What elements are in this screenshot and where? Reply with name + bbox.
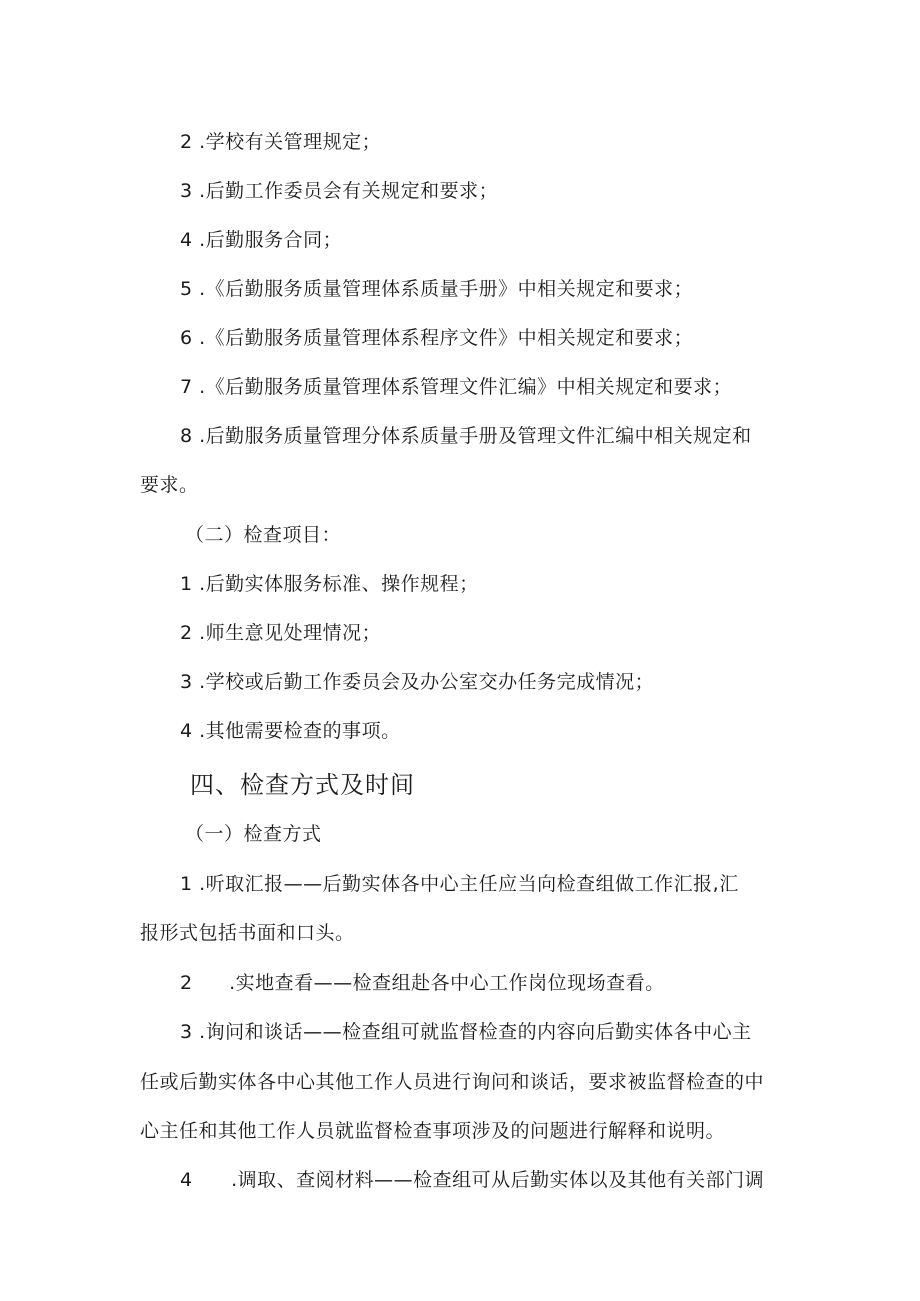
list-item [180, 277, 693, 301]
list-item [180, 621, 381, 645]
list-item [180, 326, 693, 350]
list-item [180, 375, 732, 399]
item-text: .调取、查阅材料——检查组可从后勤实体以及其他有关部门调 [231, 1169, 765, 1191]
item-text: .实地查看——检查组赴各中心工作岗位现场查看。 [229, 972, 665, 994]
list-item [180, 971, 665, 995]
item-number: 6 [180, 327, 193, 349]
list-item [180, 1168, 764, 1192]
list-item-continuation: 心主任和其他工作人员就监督检查事项涉及的问题进行解释和说明。 [140, 1120, 726, 1142]
subsection-title: （二）检查项目： [185, 524, 342, 546]
item-text: .后勤工作委员会有关规定和要求； [199, 180, 499, 202]
item-number: 3 [180, 1021, 193, 1043]
list-item-continuation: 要求。 [140, 474, 199, 496]
item-text: .听取汇报——后勤实体各中心主任应当向检查组做工作汇报,汇 [199, 873, 739, 895]
item-number: 1 [180, 573, 193, 595]
item-number: 8 [180, 425, 193, 447]
list-item [180, 179, 498, 203]
item-text: .学校有关管理规定； [199, 131, 382, 153]
item-number: 4 [180, 1169, 193, 1191]
list-item [180, 670, 654, 694]
list-item [180, 572, 479, 596]
list-item [180, 228, 342, 252]
item-text: .其他需要检查的事项。 [199, 720, 401, 742]
list-item [180, 1020, 752, 1044]
item-text: .后勤实体服务标准、操作规程； [199, 573, 479, 595]
item-number: 4 [180, 229, 193, 251]
item-number: 7 [180, 376, 193, 398]
item-number: 2 [180, 972, 193, 994]
list-item [180, 130, 381, 154]
item-text: .询问和谈话——检查组可就监督检查的内容向后勤实体各中心主 [199, 1021, 752, 1043]
list-item-continuation: 报形式包括书面和口头。 [140, 922, 355, 944]
item-number: 5 [180, 278, 193, 300]
list-item [180, 424, 752, 448]
item-number: 3 [180, 180, 193, 202]
item-text: .后勤服务质量管理分体系质量手册及管理文件汇编中相关规定和 [199, 425, 752, 447]
list-item-continuation: 任或后勤实体各中心其他工作人员进行询问和谈话，要求被监督检查的中 [140, 1071, 765, 1093]
list-item [180, 719, 401, 743]
item-text: .学校或后勤工作委员会及办公室交办任务完成情况； [199, 671, 655, 693]
item-text: .《后勤服务质量管理体系质量手册》中相关规定和要求； [199, 278, 694, 300]
item-number: 2 [180, 131, 193, 153]
item-number: 4 [180, 720, 193, 742]
item-number: 2 [180, 622, 193, 644]
item-number: 3 [180, 671, 193, 693]
item-number: 1 [180, 873, 193, 895]
item-text: .《后勤服务质量管理体系程序文件》中相关规定和要求； [199, 327, 694, 349]
list-item [180, 872, 739, 896]
item-text: .后勤服务合同； [199, 229, 343, 251]
item-text: .《后勤服务质量管理体系管理文件汇编》中相关规定和要求； [199, 376, 733, 398]
section-heading: 四、检查方式及时间 [190, 771, 415, 799]
subsection-title: （一）检查方式 [185, 823, 322, 845]
item-text: .师生意见处理情况； [199, 622, 382, 644]
